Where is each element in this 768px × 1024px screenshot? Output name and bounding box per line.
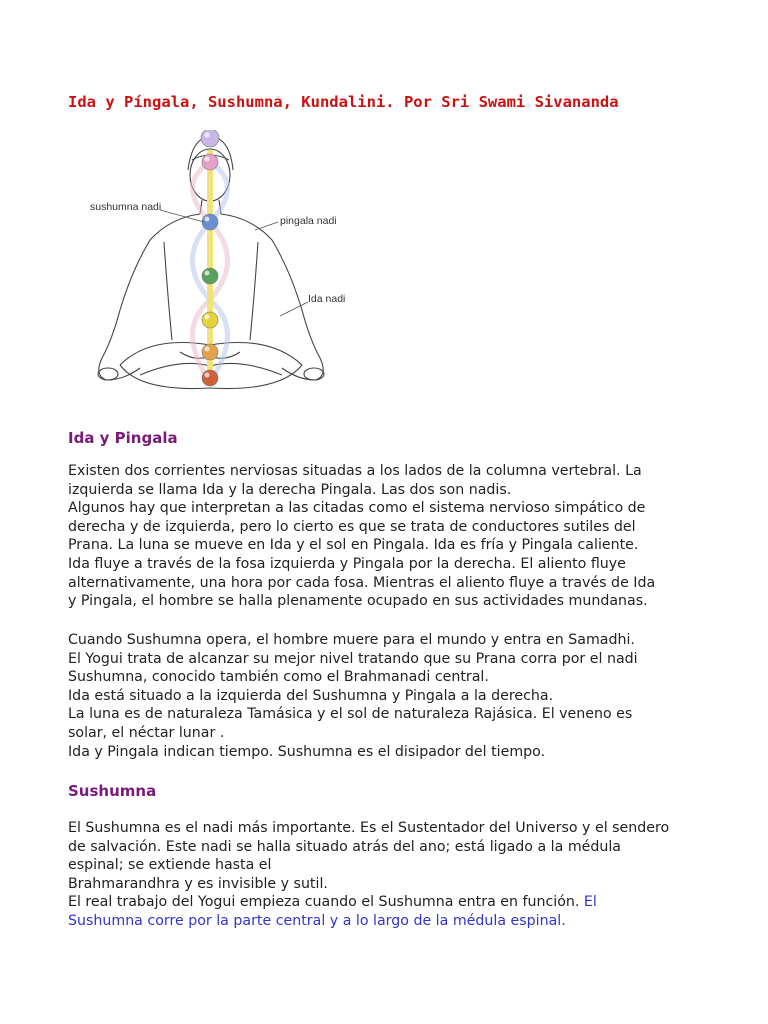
chakra-sphere — [202, 268, 218, 284]
text-line: izquierda se llama Ida y la derecha Pingala. Las dos son nadis. — [68, 481, 512, 498]
paragraph-sushumna — [68, 819, 700, 931]
text-line: Sushumna, conocido también como el Brahmanadi central. — [68, 669, 489, 686]
text-line: El Yogui trata de alcanzar su mejor nivel tratando que su Prana corra por el nadi — [68, 650, 638, 667]
ida-label: Ida nadi — [308, 293, 346, 305]
highlighted-text: El — [583, 894, 597, 911]
nadis-illustration — [80, 130, 380, 400]
chakra-highlight — [205, 347, 210, 352]
text-line: Algunos hay que interpretan a las citadas como el sistema nervioso simpático de — [68, 500, 646, 517]
text-line: Brahmarandhra y es invisible y sutil. — [68, 875, 328, 892]
paragraph-ida-pingala-1 — [68, 462, 700, 611]
highlighted-text: Sushumna corre por la parte central y a lo largo de la médula espinal. — [68, 912, 566, 929]
chakra-sphere — [202, 312, 218, 328]
text-line: Ida y Pingala indican tiempo. Sushumna es el disipador del tiempo. — [68, 743, 546, 760]
pingala-label: pingala nadi — [280, 215, 337, 227]
chakra-highlight — [205, 157, 210, 162]
text-line: El Sushumna es el nadi más importante. Es el Sustentador del Universo y el sendero — [68, 820, 670, 836]
chakra-sphere — [202, 154, 218, 170]
text-line: solar, el néctar lunar . — [68, 724, 225, 741]
chakra-highlight — [205, 217, 210, 222]
chakra-sphere — [201, 130, 219, 147]
text-line-mixed — [68, 893, 700, 912]
heading-sushumna: Sushumna — [68, 782, 157, 800]
text-line: Cuando Sushumna opera, el hombre muere para el mundo y entra en Samadhi. — [68, 632, 635, 648]
text-plain: El real trabajo del Yogui empieza cuando el Sushumna entra en función. — [68, 894, 580, 911]
chakra-sphere — [202, 370, 218, 386]
text-line: espinal; se extiende hasta el — [68, 857, 272, 874]
chakra-highlight — [205, 315, 210, 320]
text-line: derecha y de izquierda, pero lo cierto es que se trata de conductores sutiles del — [68, 518, 636, 535]
chakra-sphere — [202, 344, 218, 360]
text-line: Prana. La luna se mueve en Ida y el sol en Pingala. Ida es fría y Pingala caliente. — [68, 537, 639, 554]
chakra-highlight — [205, 133, 210, 138]
text-line: y Pingala, el hombre se halla plenamente ocupado en sus actividades mundanas. — [68, 593, 648, 610]
heading-ida-pingala: Ida y Pingala — [68, 429, 178, 447]
text-line: La luna es de naturaleza Tamásica y el sol de naturaleza Rajásica. El veneno es — [68, 706, 633, 723]
text-line: de salvación. Este nadi se halla situado atrás del ano; está ligado a la médula — [68, 838, 622, 855]
chakra-highlight — [205, 373, 210, 378]
chakra-sphere — [202, 214, 218, 230]
sushumna-label: sushumna nadi — [90, 201, 162, 213]
chakra-highlight — [205, 271, 210, 276]
text-line: alternativamente, una hora por cada fosa. Mientras el aliento fluye a través de Ida — [68, 574, 656, 591]
text-line: Ida está situado a la izquierda del Sushumna y Pingala a la derecha. — [68, 687, 554, 704]
paragraph-ida-pingala-2 — [68, 631, 700, 761]
page-title: Ida y Píngala, Sushumna, Kundalini. Por Sri Swami Sivananda — [68, 93, 619, 111]
text-line: Existen dos corrientes nerviosas situadas a los lados de la columna vertebral. La — [68, 463, 642, 479]
text-line: Ida fluye a través de la fosa izquierda y Pingala por la derecha. El aliento fluye — [68, 555, 626, 572]
